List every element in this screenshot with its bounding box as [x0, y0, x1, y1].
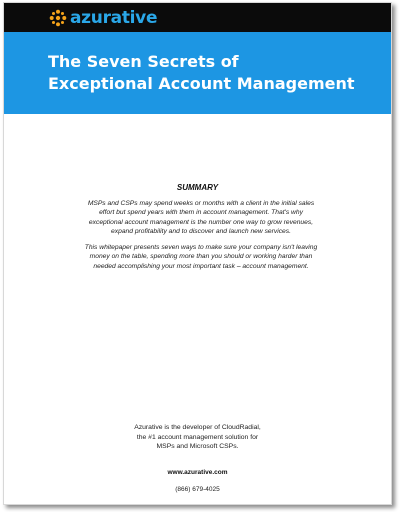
- company-description-line: the #1 account management solution for: [136, 433, 259, 441]
- summary-p1-line: exceptional account management is the number one way to grow revenues,: [88, 218, 314, 226]
- summary-paragraph-1: [76, 199, 326, 237]
- document-page: [3, 2, 392, 505]
- summary-p2-line: This whitepaper presents seven ways to make sure your company isn't leaving: [84, 244, 318, 251]
- sparkle-logo-icon: [49, 9, 67, 27]
- summary-p1-line: expand profitability and to discover and launch new services.: [111, 228, 291, 236]
- summary-heading: SUMMARY: [176, 183, 219, 192]
- document-title-line-2: Exceptional Account Management: [48, 74, 355, 93]
- title-band: [4, 32, 391, 114]
- azurative-logo: [49, 9, 157, 27]
- summary-paragraph-2: [76, 243, 326, 271]
- website-link[interactable]: www.azurative.com: [167, 469, 228, 476]
- summary-p1-line: MSPs and CSPs may spend weeks or months with a client in the initial sales: [87, 200, 315, 207]
- company-description-line: MSPs and Microsoft CSPs.: [156, 443, 239, 451]
- company-description-line: Azurative is the developer of CloudRadial,: [134, 424, 261, 431]
- phone-number: (866) 679-4025: [175, 486, 220, 493]
- summary-p2-line: money on the table, spending more than you should or working harder than: [89, 253, 313, 261]
- document-title-line-1: The Seven Secrets of: [48, 52, 239, 71]
- logo-wordmark: azurative: [70, 8, 158, 28]
- summary-p1-line: effort but spend years with them in account management. That's why: [99, 209, 303, 217]
- company-description: [4, 423, 391, 452]
- top-bar: [4, 3, 391, 32]
- summary-p2-line: needed accomplishing your most important task – account management.: [93, 262, 309, 270]
